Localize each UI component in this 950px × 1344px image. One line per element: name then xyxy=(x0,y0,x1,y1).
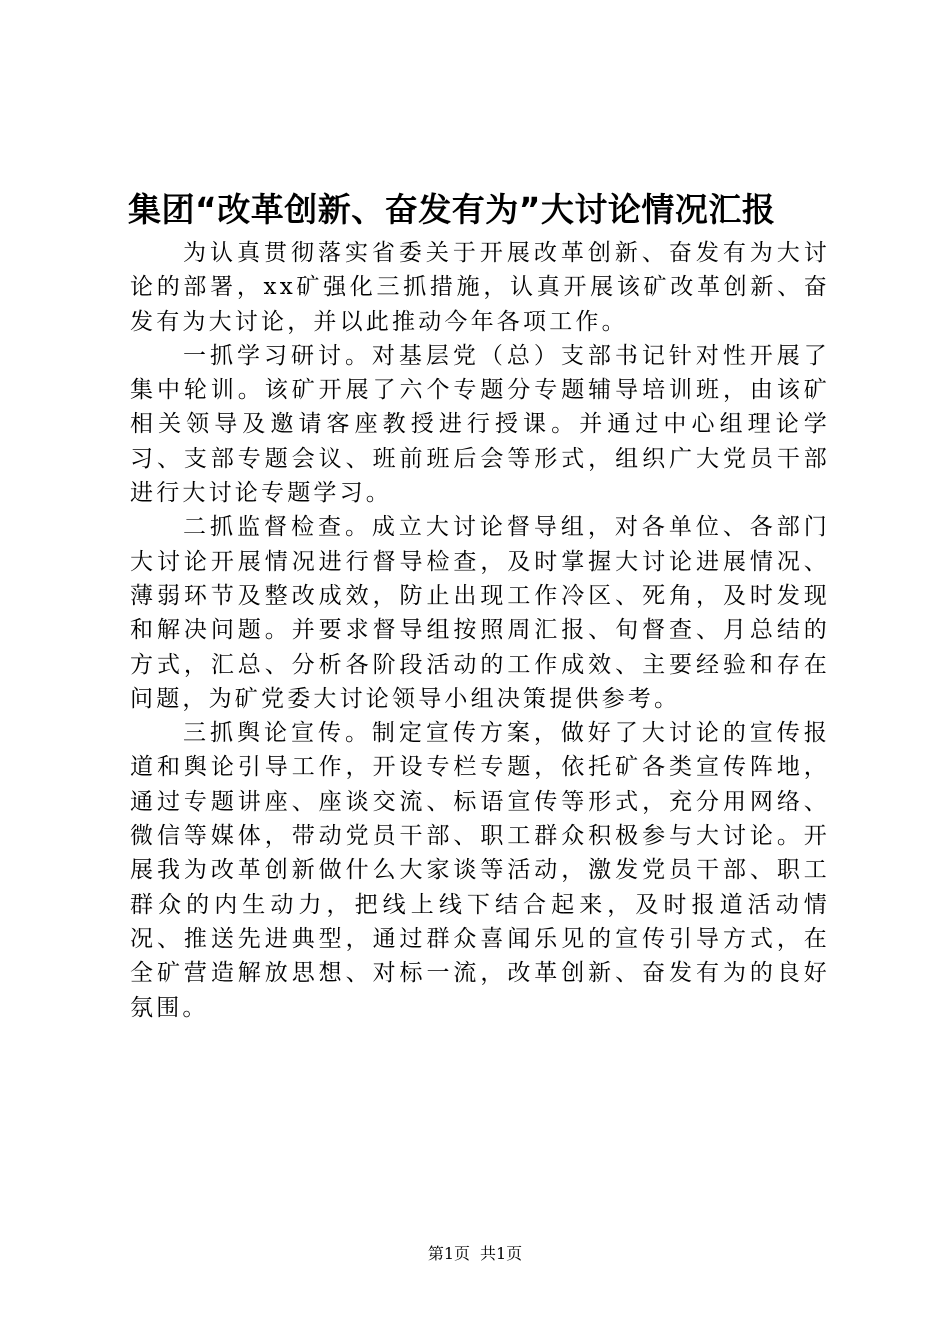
document-body xyxy=(130,236,830,1025)
page-total: 共1页 xyxy=(480,1244,523,1263)
page-footer xyxy=(0,1242,950,1266)
page-number: 第1页 xyxy=(427,1244,470,1263)
paragraph-supervision: 二抓监督检查。成立大讨论督导组，对各单位、各部门大讨论开展情况进行督导检查，及时掌握大讨论进展情况、薄弱环节及整改成效，防止出现工作冷区、死角，及时发现和解决问题。并要求督导组按照周汇报、旬督查、月总结的方式，汇总、分析各阶段活动的工作成效、主要经验和存在问题，为矿党委大讨论领导小组决策提供参考。 xyxy=(130,514,830,712)
paragraph-publicity: 三抓舆论宣传。制定宣传方案，做好了大讨论的宣传报道和舆论引导工作，开设专栏专题，依托矿各类宣传阵地，通过专题讲座、座谈交流、标语宣传等形式，充分用网络、微信等媒体，带动党员干部、职工群众积极参与大讨论。开展我为改革创新做什么大家谈等活动，激发党员干部、职工群众的内生动力，把线上线下结合起来，及时报道活动情况、推送先进典型，通过群众喜闻乐见的宣传引导方式，在全矿营造解放思想、对标一流，改革创新、奋发有为的良好氛围。 xyxy=(130,720,830,1021)
paragraph-intro: 为认真贯彻落实省委关于开展改革创新、奋发有为大讨论的部署，xx矿强化三抓措施，认真开展该矿改革创新、奋发有为大讨论，并以此推动今年各项工作。 xyxy=(130,240,830,335)
document-title: 集团“改革创新、奋发有为”大讨论情况汇报 xyxy=(128,190,776,229)
paragraph-study: 一抓学习研讨。对基层党（总）支部书记针对性开展了集中轮训。该矿开展了六个专题分专题辅导培训班，由该矿相关领导及邀请客座教授进行授课。并通过中心组理论学习、支部专题会议、班前班后会等形式，组织广大党员干部进行大讨论专题学习。 xyxy=(130,342,830,507)
